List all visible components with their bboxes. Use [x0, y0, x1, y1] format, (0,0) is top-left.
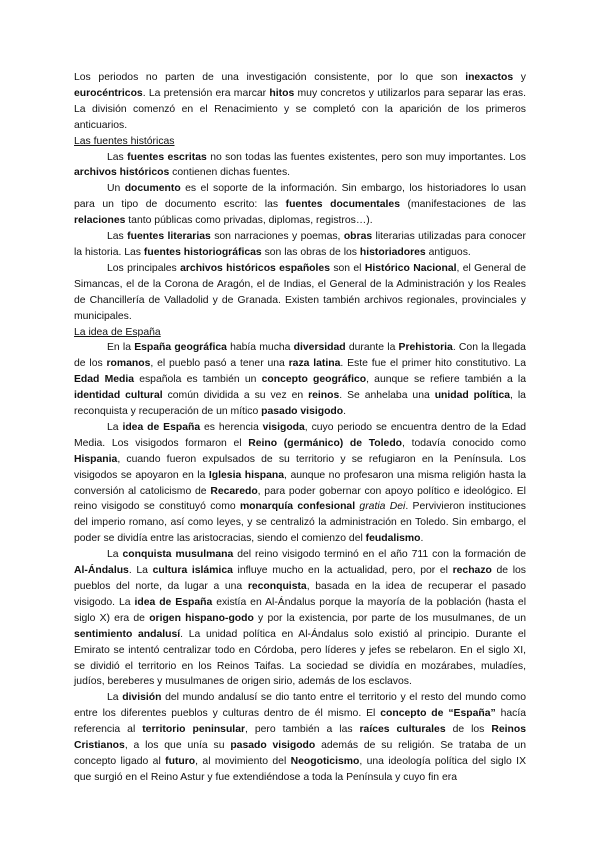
paragraph [74, 261, 526, 325]
bold-text: conquista musulmana [122, 549, 234, 561]
text-run: , cuyo periodo se encuentra dentro de la Edad Media. Los visigodos formaron el [74, 421, 526, 449]
bold-text: feudalismo [365, 533, 421, 545]
bold-text: futuro [165, 755, 196, 767]
section-heading [74, 134, 526, 150]
text-run: La [107, 421, 123, 433]
bold-text: rechazo [452, 565, 492, 577]
bold-text: Recaredo [210, 485, 258, 497]
bold-text: origen hispano-godo [149, 612, 254, 624]
text-run: . La unidad política en Al-Ándalus solo existió al principio. Durante el Emirato se intentó centralizar todo en Córdoba, pero líderes y jefes se rebelaron. En el siglo XI, se dividió el territorio en los Reinos Taifas. La sociedad se dividía en mozárabes, muladíes, judíos, bereberes y musulmanes de origen sirio, además de los esclavos. [74, 628, 526, 688]
bold-text: idea de España [134, 596, 213, 608]
text-run: . [343, 406, 347, 418]
bold-text: fuentes escritas [127, 151, 207, 163]
text-run: Los periodos no parten de una investigación consistente, por lo que son [74, 72, 466, 83]
bold-text: monarquía confesional [239, 501, 356, 513]
bold-text: territorio peninsular [142, 724, 246, 736]
text-run: había mucha [226, 342, 294, 354]
text-run: , una ideología política del siglo IX que surgió en el Reino Astur y fue extendiéndose a toda la Península y cuyo fin era [74, 755, 526, 783]
bold-text: fuentes documentales [285, 199, 400, 211]
text-run: , todavía conocido como [402, 437, 526, 449]
text-run: es herencia [200, 421, 263, 433]
bold-text: Iglesia hispana [208, 469, 285, 481]
text-run: y por la existencia, por parte de los musulmanes, de un [253, 612, 526, 624]
bold-text: sentimiento andalusí [74, 628, 181, 640]
bold-text: España geográfica [134, 342, 227, 354]
bold-text: Reino (germánico) de Toledo [248, 437, 403, 449]
text-run: , el pueblo pasó a tener una [150, 358, 289, 370]
text-run: , la reconquista y recuperación de un mítico [74, 390, 526, 418]
bold-text: fuentes historiográficas [143, 246, 262, 258]
paragraph [74, 690, 526, 785]
bold-text: visigoda [262, 421, 305, 433]
bold-text: archivos históricos [74, 167, 170, 179]
paragraph [74, 420, 526, 547]
bold-text: división [122, 692, 162, 704]
bold-text: cultura islámica [152, 565, 233, 577]
text-run: . Se anhelaba una [339, 390, 435, 402]
text-run: , aunque no profesaron una misma religión hasta la conversión al catolicismo de [74, 469, 526, 497]
bold-text: reinos [308, 390, 340, 402]
text-run: y [513, 72, 526, 83]
bold-text: concepto de “España” [380, 708, 496, 720]
text-run: son las obras de los [261, 246, 360, 258]
bold-text: concepto geográfico [261, 374, 367, 386]
text-run: En la [107, 342, 135, 354]
text-run: . Con la llegada de los [74, 342, 526, 370]
text-run: Las fuentes históricas [74, 135, 175, 147]
bold-text: inexactos [465, 72, 514, 83]
section-heading [74, 325, 526, 341]
paragraph [74, 340, 526, 420]
text-run: Las [107, 151, 128, 163]
bold-text: Reinos Cristianos [74, 724, 526, 752]
bold-text: fuentes literarias [127, 231, 211, 243]
bold-text: romanos [106, 358, 151, 370]
text-run: son el [329, 262, 365, 274]
text-run: común dividida a su vez en [162, 390, 309, 402]
text-run: son narraciones y poemas, [210, 231, 344, 243]
bold-text: historiadores [359, 246, 426, 258]
text-run: . [420, 533, 424, 545]
text-run: hacía referencia al [74, 708, 526, 736]
bold-text: Prehistoria [398, 342, 453, 354]
bold-text: relaciones [74, 215, 126, 227]
text-run: de los [445, 724, 492, 736]
text-run: , para poder gobernar con apoyo político e ideológico. El reino visigodo se constituyó como [74, 485, 526, 513]
text-run: , al movimiento del [195, 755, 291, 767]
bold-text: Neogoticismo [290, 755, 360, 767]
bold-text: pasado visigodo [230, 740, 316, 752]
text-run: . La pretensión era marcar [142, 87, 270, 99]
text-run: La idea de España [74, 326, 161, 338]
bold-text: eurocéntricos [74, 87, 143, 99]
text-run: , aunque se refiere también a la [366, 374, 526, 386]
text-run: , el General de Simancas, el de la Corona de Aragón, el de Indias, el General de la Administración y los Reales de Chancillería de Valladolid y de Granada. Existen también archivos regionales, provinciales y municipales. [74, 262, 526, 322]
text-run: , basada en la idea de recuperar el pasado visigodo. La [74, 581, 526, 608]
text-run: , pero también a las [245, 724, 360, 736]
text-run: no son todas las fuentes existentes, pero son muy importantes. Los [206, 151, 527, 163]
text-run: Un [107, 183, 125, 195]
italic-text: gratia Dei [359, 501, 406, 513]
text-run: existía en Al-Ándalus porque la mayoría de la población (hasta el siglo X) era de [74, 596, 527, 624]
text-run: contienen dichas fuentes. [169, 167, 291, 179]
bold-text: raza latina [288, 358, 341, 370]
text-run: es el soporte de la información. Sin embargo, los historiadores lo usan para un tipo de documento escrito: las [74, 183, 526, 211]
text-run: de los pueblos del norte, da lugar a una [74, 565, 527, 592]
text-run: del reino visigodo terminó en el año 711 con la formación de [233, 549, 526, 561]
bold-text: idea de España [122, 421, 201, 433]
bold-text: unidad política [434, 390, 511, 402]
text-run: (manifestaciones de las [399, 199, 526, 211]
bold-text: raíces culturales [359, 724, 446, 736]
bold-text: identidad cultural [74, 390, 163, 402]
text-run: del mundo andalusí se dio tanto entre el territorio y el resto del mundo como entre los diferentes pueblos y culturas dentro de él mismo. El [74, 692, 526, 720]
bold-text: diversidad [293, 342, 346, 354]
paragraph [74, 547, 526, 690]
text-run: literarias utilizadas para conocer la historia. Las [74, 231, 527, 258]
bold-text: Al-Ándalus [74, 565, 129, 577]
text-run: Los principales [107, 262, 181, 274]
text-run: , cuando fueron expulsados de su territorio y se refugiaron en la Península. Los visigodos se apoyaron en la [74, 453, 526, 481]
text-run: . Pervivieron instituciones del imperio romano, así como leyes, y se centralizó la administración en Toledo. Sin embargo, el poder se dividía entre las aristocracias, siendo el comienzo del [74, 501, 526, 545]
text-run: La [107, 692, 123, 704]
text-run: muy concretos y utilizarlos para separar las eras. La división comenzó en el Renacimiento y se completó con la aparición de los primeros anticuarios. [74, 87, 527, 131]
bold-text: Edad Media [74, 374, 135, 386]
paragraph [74, 181, 526, 229]
text-run: influye mucho en la actualidad, pero, por el [232, 565, 453, 577]
bold-text: Histórico Nacional [364, 262, 457, 274]
text-run: Las [107, 231, 128, 243]
text-run: . Este fue el primer hito constitutivo. La [340, 358, 526, 370]
bold-text: hitos [269, 87, 295, 99]
text-run: , a los que unía su [124, 740, 231, 752]
paragraph [74, 70, 526, 134]
text-run: . La [128, 565, 153, 577]
paragraph [74, 229, 526, 261]
bold-text: obras [343, 231, 373, 243]
bold-text: documento [124, 183, 181, 195]
text-run: La [107, 549, 123, 561]
text-run: española es también un [134, 374, 262, 386]
text-run: tanto públicas como privadas, diplomas, registros…). [125, 215, 373, 227]
document-page [74, 70, 526, 786]
paragraph [74, 150, 526, 182]
text-run: además de su religión. Se trataba de un concepto ligado al [74, 740, 526, 767]
bold-text: Hispania [74, 453, 118, 465]
bold-text: pasado visigodo [261, 406, 344, 418]
bold-text: reconquista [247, 581, 307, 592]
text-run: antiguos. [425, 246, 471, 258]
text-run: durante la [345, 342, 399, 354]
bold-text: archivos históricos españoles [180, 262, 330, 274]
